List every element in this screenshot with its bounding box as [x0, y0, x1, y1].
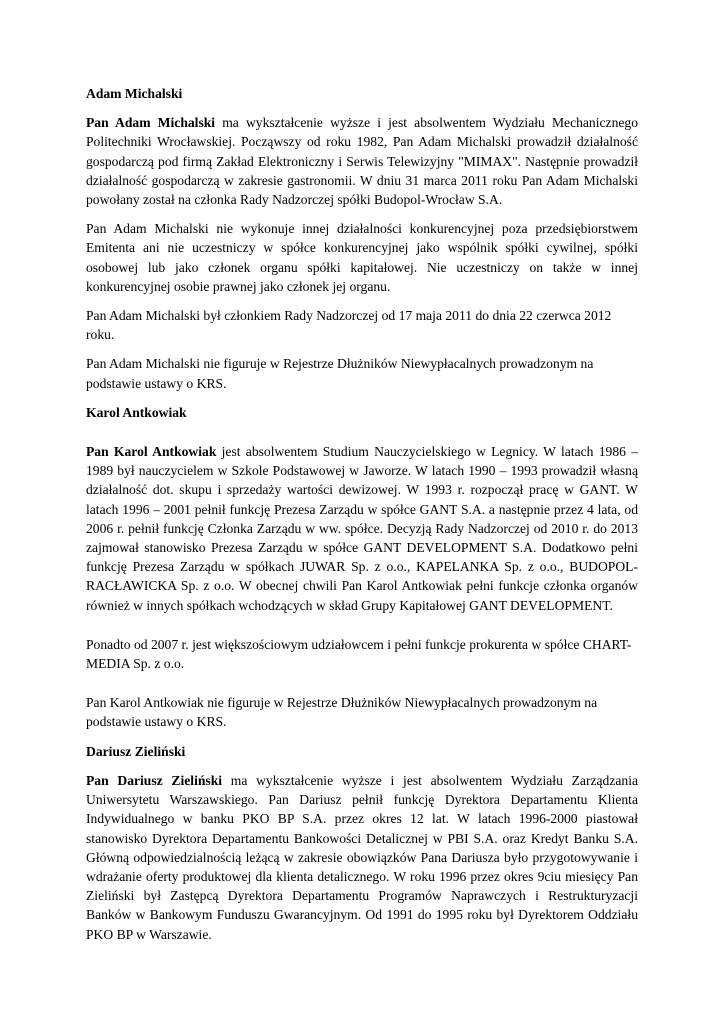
spacer — [86, 683, 638, 693]
person-name: Pan Dariusz Zieliński — [86, 772, 223, 788]
section-heading-dariusz-zielinski: Dariusz Zieliński — [86, 743, 186, 759]
paragraph — [86, 442, 638, 615]
paragraph-text: jest absolwentem Studium Nauczycielskiego w Legnicy. W latach 1986 – 1989 był nauczycielem w Szkole Podstawowej w Jaworze. W latach 1990 – 1993 prowadził własną działalność dot. skupu i sprzedaży wartości dewizowej. W 1993 r. rozpoczął pracę w GANT. W latach 1996 – 2001 pełnił funkcję Prezesa Zarządu w spółce GANT S.A. a następnie przez 4 lata, od 2006 r. pełnił funkcję Członka Zarządu w ww. spółce. Decyzją Rady Nadzorczej od 2010 r. do 2013 zajmował stanowisko Prezesa Zarządu w spółce GANT DEVELOPMENT S.A. Dodatkowo pełni funkcję Prezesa Zarządu w spółkach JUWAR Sp. z o.o., KAPELANKA Sp. z o.o., BUDOPOL-RACŁAWICKA Sp. z o.o. W obecnej chwili Pan Karol Antkowiak pełni funkcje członka organów również w innych spółkach wchodzących w skład Grupy Kapitałowej GANT DEVELOPMENT. — [86, 444, 638, 613]
paragraph-text: ma wykształcenie wyższe i jest absolwentem Wydziału Mechanicznego Politechniki Wrocławskiej. Począwszy od roku 1982, Pan Adam Michalski prowadził działalność gospodarczą pod firmą Zakład Elektroniczny i Serwis Telewizyjny "MIMAX". Następnie prowadził działalność gospodarczą w zakresie gastronomii. W dniu 31 marca 2011 roku Pan Adam Michalski powołany został na członka Rady Nadzorczej spółki Budopol-Wrocław S.A. — [86, 115, 638, 208]
paragraph — [86, 113, 638, 209]
paragraph: Pan Karol Antkowiak nie figuruje w Rejestrze Dłużników Niewypłacalnych prowadzonym na podstawie ustawy o KRS. — [86, 695, 598, 730]
paragraph: Pan Adam Michalski był członkiem Rady Nadzorczej od 17 maja 2011 do dnia 22 czerwca 2012 roku. — [86, 308, 612, 343]
spacer — [86, 625, 638, 635]
paragraph: Pan Adam Michalski nie wykonuje innej działalności konkurencyjnej poza przedsiębiorstwem Emitenta ani nie uczestniczy w spółce konkurencyjnej jako wspólnik spółki cywilnej, spółki osobowej lub jako członek organu spółki kapitałowej. Nie uczestniczy on także w innej konkurencyjnej osobie prawnej jako członek jej organu. — [86, 221, 638, 294]
section-heading-karol-antkowiak: Karol Antkowiak — [86, 404, 187, 420]
paragraph — [86, 771, 638, 944]
person-name: Pan Karol Antkowiak — [86, 444, 217, 460]
paragraph: Ponadto od 2007 r. jest większościowym udziałowcem i pełni funkcje prokurenta w spółce CHART-MEDIA Sp. z o.o. — [86, 636, 632, 672]
spacer — [86, 432, 638, 442]
section-heading-adam-michalski: Adam Michalski — [86, 86, 183, 101]
document-page — [86, 84, 638, 954]
paragraph: Pan Adam Michalski nie figuruje w Rejestrze Dłużników Niewypłacalnych prowadzonym na podstawie ustawy o KRS. — [86, 356, 594, 391]
person-name: Pan Adam Michalski — [86, 115, 216, 131]
paragraph-text: ma wykształcenie wyższe i jest absolwentem Wydziału Zarządzania Uniwersytetu Warszawskiego. Pan Dariusz pełnił funkcję Dyrektora Departamentu Klienta Indywidualnego w banku PKO BP S.A. przez okres 12 lat. W latach 1996-2000 piastował stanowisko Dyrektora Departamentu Bankowości Detalicznej w PBI S.A. oraz Kredyt Banku S.A. Główną odpowiedzialnością leżącą w zakresie obowiązków Pana Dariusza było przygotowywanie i wdrażanie oferty produktowej dla klienta detalicznego. W roku 1996 przez okres 9ciu miesięcy Pan Zieliński był Zastępcą Dyrektora Departamentu Programów Naprawczych i Restrukturyzacji Banków w Bankowym Funduszu Gwarancyjnym. Od 1991 do 1995 roku był Dyrektorem Oddziału PKO BP w Warszawie. — [86, 772, 639, 942]
